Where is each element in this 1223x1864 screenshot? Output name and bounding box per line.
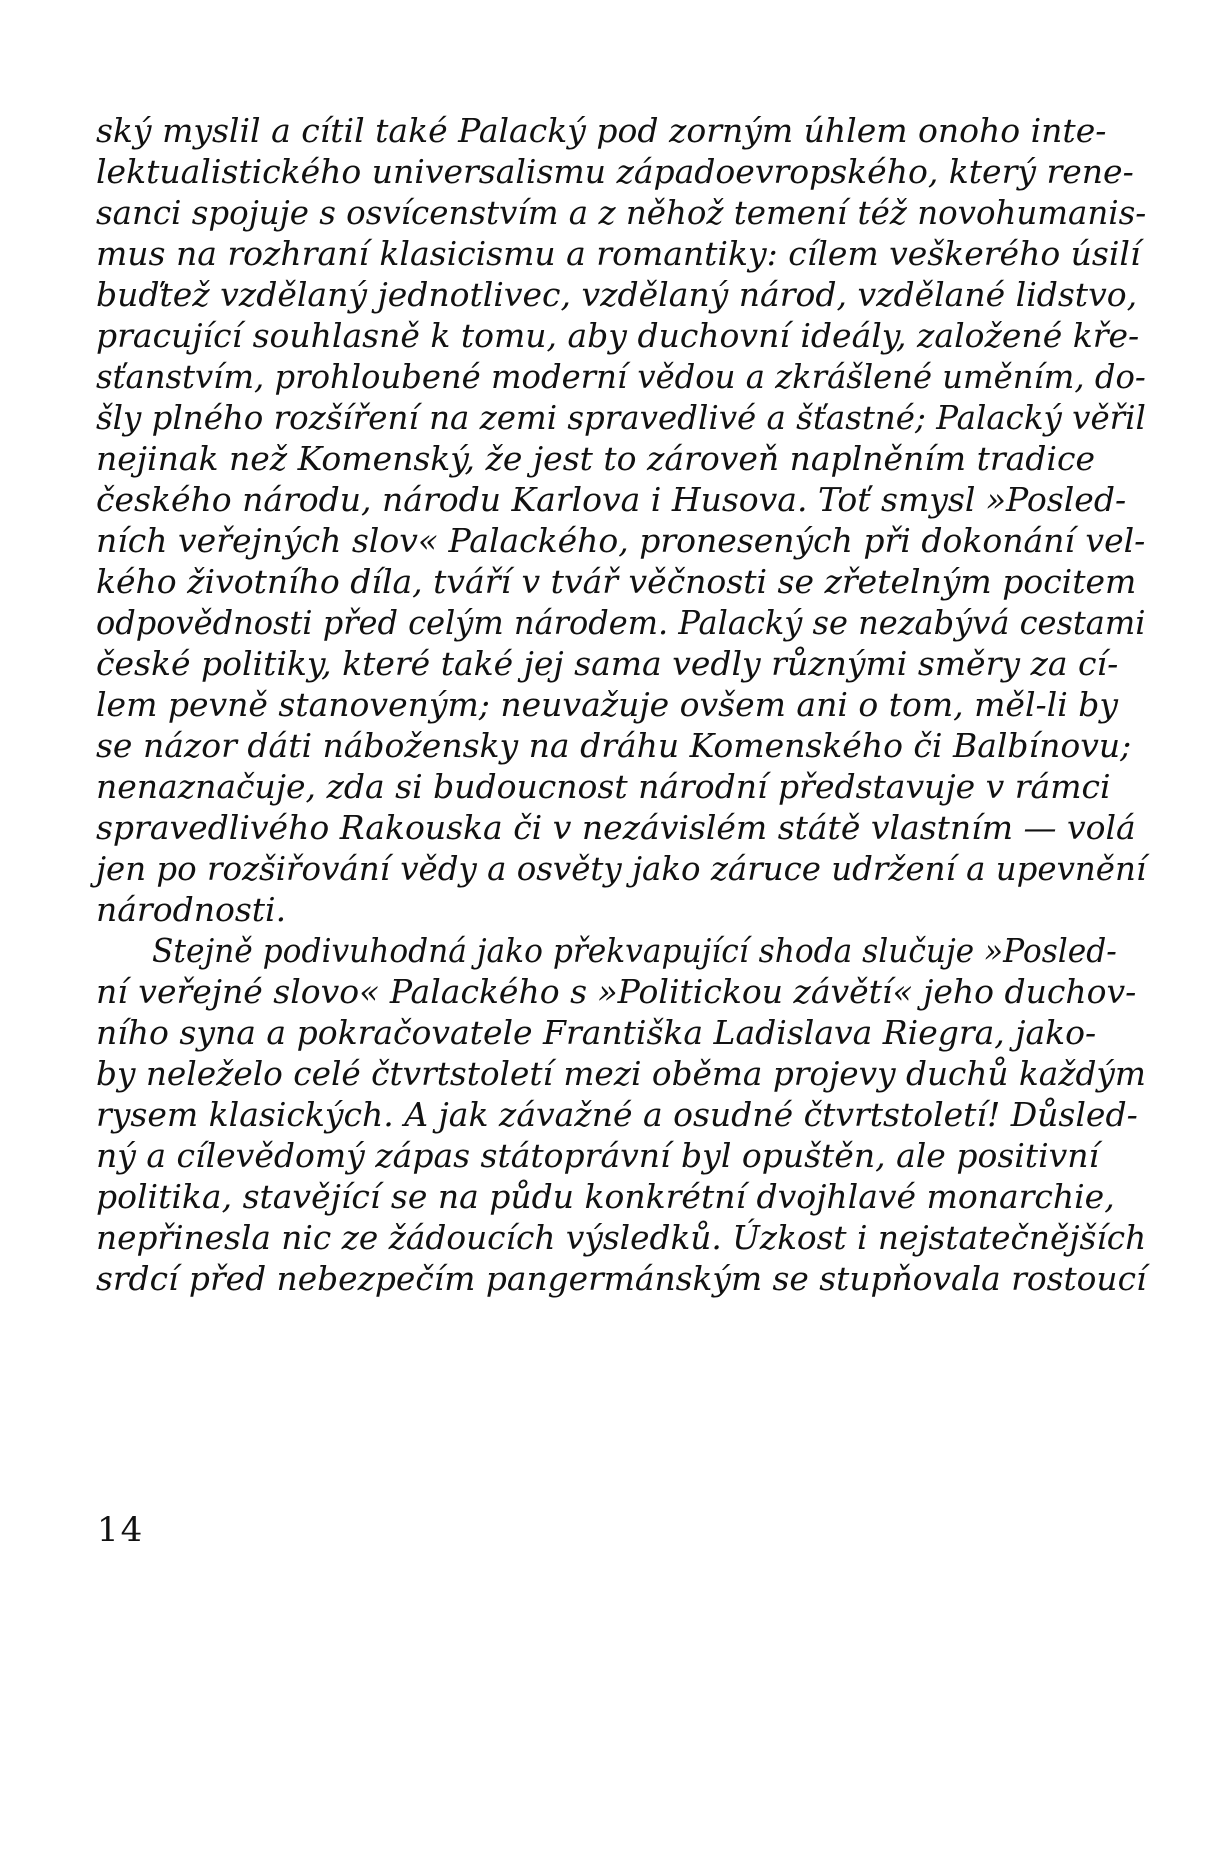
body-text: [0, 110, 1223, 1410]
text-line: nepřinesla nic ze žádoucích výsledků. Úzkost i nejstatečnějších: [96, 1218, 1147, 1257]
text-line: šly plného rozšíření na zemi spravedlivé a šťastné; Palacký věřil: [96, 398, 1146, 437]
text-line: pracující souhlasně k tomu, aby duchovní ideály, založené kře-: [96, 316, 1140, 355]
text-line: buďtež vzdělaný jednotlivec, vzdělaný národ, vzdělané lidstvo,: [96, 275, 1138, 314]
text-line: nenaznačuje, zda si budoucnost národní představuje v rámci: [96, 767, 1111, 806]
text-line: sanci spojuje s osvícenstvím a z něhož temení též novohumanis-: [96, 193, 1147, 232]
text-line: lektualistického universalismu západoevropského, který rene-: [96, 152, 1134, 191]
text-line: se názor dáti nábožensky na dráhu Komenského či Balbínovu;: [96, 726, 1132, 765]
text-line: srdcí před nebezpečím pangermánským se stupňovala rostoucí: [96, 1259, 1147, 1298]
text-line: sťanstvím, prohloubené moderní vědou a zkrášlené uměním, do-: [96, 357, 1146, 396]
text-line: spravedlivého Rakouska či v nezávislém státě vlastním — volá: [96, 808, 1136, 847]
text-line: nejinak než Komenský, že jest to zároveň naplněním tradice: [96, 439, 1095, 478]
page-number: 14: [97, 1510, 145, 1550]
text-line: ního syna a pokračovatele Františka Ladislava Riegra, jako-: [96, 1013, 1097, 1052]
text-line: české politiky, které také jej sama vedly různými směry za cí-: [96, 644, 1119, 683]
text-line: lem pevně stanoveným; neuvažuje ovšem ani o tom, měl-li by: [96, 685, 1119, 724]
text-line: by neleželo celé čtvrtstoletí mezi oběma projevy duchů každým: [96, 1054, 1146, 1093]
text-line: odpovědnosti před celým národem. Palacký se nezabývá cestami: [96, 603, 1146, 642]
text-line: ních veřejných slov« Palackého, pronesených při dokonání vel-: [96, 521, 1146, 560]
text-line: ný a cílevědomý zápas státoprávní byl opuštěn, ale positivní: [96, 1136, 1100, 1175]
text-line: rysem klasických. A jak závažné a osudné čtvrtstoletí! Důsled-: [96, 1095, 1138, 1134]
text-line: Stejně podivuhodná jako překvapující shoda slučuje »Posled-: [152, 931, 1117, 970]
text-line: politika, stavějící se na půdu konkrétní dvojhlavé monarchie,: [96, 1177, 1115, 1216]
text-line: kého životního díla, tváří v tvář věčnosti se zřetelným pocitem: [96, 562, 1137, 601]
text-line: mus na rozhraní klasicismu a romantiky: cílem veškerého úsilí: [96, 234, 1141, 273]
text-line: ský myslil a cítil také Palacký pod zorným úhlem onoho inte-: [96, 111, 1107, 150]
text-line: českého národu, národu Karlova i Husova. Toť smysl »Posled-: [96, 480, 1127, 519]
text-line: národnosti.: [96, 890, 287, 929]
text-line: ní veřejné slovo« Palackého s »Politickou závětí« jeho duchov-: [96, 972, 1137, 1011]
text-line: jen po rozšiřování vědy a osvěty jako záruce udržení a upevnění: [96, 849, 1147, 888]
